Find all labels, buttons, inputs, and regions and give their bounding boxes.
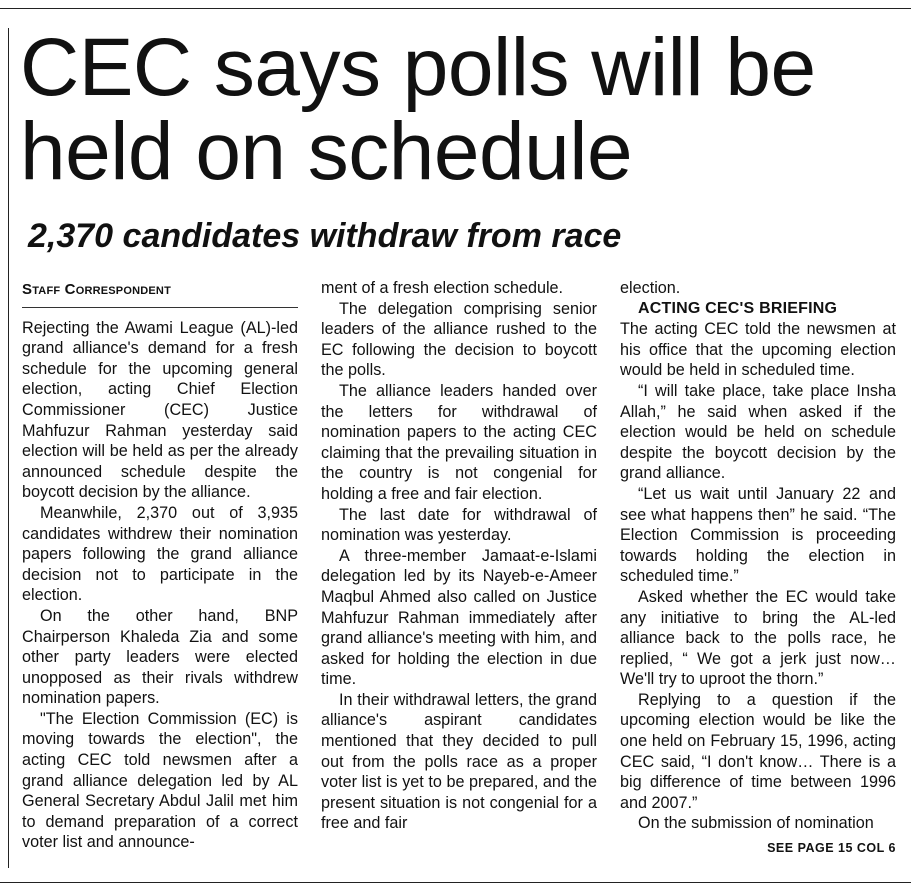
paragraph-continuation: ment of a fresh election schedule.: [321, 279, 564, 297]
crosshead: ACTING CEC'S BRIEFING: [638, 299, 838, 317]
byline: Staff Correspondent: [22, 280, 298, 308]
paragraph: Replying to a question if the upcoming election would be like the one held on February 15, 1996, acting CEC said, “I don't know… There is a big difference of time between 1996 and 2007.”: [620, 690, 896, 812]
paragraph: Asked whether the EC would take any initiative to bring the AL-led alliance back to the polls race, he replied, “ We got a jerk just now… We'll try to uproot the thorn.”: [620, 587, 896, 689]
left-rule: [8, 28, 9, 868]
subheadline: 2,370 candidates withdraw from race: [28, 217, 622, 255]
paragraph: The alliance leaders handed over the letters for withdrawal of nomination papers to the acting CEC claiming that the prevailing situation in the country is not congenial for holding a free and fair election.: [321, 381, 597, 503]
paragraph: "The Election Commission (EC) is moving towards the election", the acting CEC told newsmen after a grand alliance delegation led by AL General Secretary Abdul Jalil met him to demand preparation of a correct voter list and announce-: [22, 709, 298, 852]
article-column-2: [321, 278, 597, 834]
paragraph: The acting CEC told the newsmen at his office that the upcoming election would be held in scheduled time.: [620, 320, 896, 380]
paragraph: On the other hand, BNP Chairperson Khaleda Zia and some other party leaders were elected unopposed as their rivals withdrew nomination papers.: [22, 606, 298, 708]
paragraph: “Let us wait until January 22 and see what happens then” he said. “The Election Commission is proceeding towards holding the election in scheduled time.”: [620, 484, 896, 586]
article-column-3: [620, 278, 896, 859]
paragraph: “I will take place, take place Insha Allah,” he said when asked if the election would be held on schedule despite the boycott decision by the grand alliance.: [620, 381, 896, 483]
article-column-1: [22, 278, 298, 853]
headline: CEC says polls will be held on schedule: [20, 22, 816, 197]
paragraph: Rejecting the Awami League (AL)-led grand alliance's demand for a fresh schedule for the upcoming general election, acting Chief Election Commissioner (CEC) Justice Mahfuzur Rahman yesterday said election will be held as per the already announced schedule despite the boycott decision by the alliance.: [22, 318, 298, 502]
paragraph: In their withdrawal letters, the grand alliance's aspirant candidates mentioned that they decided to pull out from the polls race as a proper voter list is yet to be prepared, and the present situation is not congenial for a free and fair: [321, 690, 597, 833]
paragraph: On the submission of nomination: [638, 814, 874, 833]
paragraph: Meanwhile, 2,370 out of 3,935 candidates withdrew their nomination papers following the grand alliance decision not to participate in the election.: [22, 503, 298, 605]
top-rule: [0, 8, 911, 9]
paragraph: The delegation comprising senior leaders of the alliance rushed to the EC following the decision to boycott the polls.: [321, 299, 597, 380]
paragraph: The last date for withdrawal of nomination was yesterday.: [321, 505, 597, 545]
bottom-rule: [0, 882, 911, 883]
paragraph-continuation: election.: [620, 279, 681, 297]
paragraph: A three-member Jamaat-e-Islami delegation led by its Nayeb-e-Ameer Maqbul Ahmed also called on Justice Mahfuzur Rahman immediately after grand alliance's meeting with him, and asked for holding the election in due time.: [321, 546, 597, 689]
jump-line: SEE PAGE 15 COL 6: [767, 841, 896, 856]
